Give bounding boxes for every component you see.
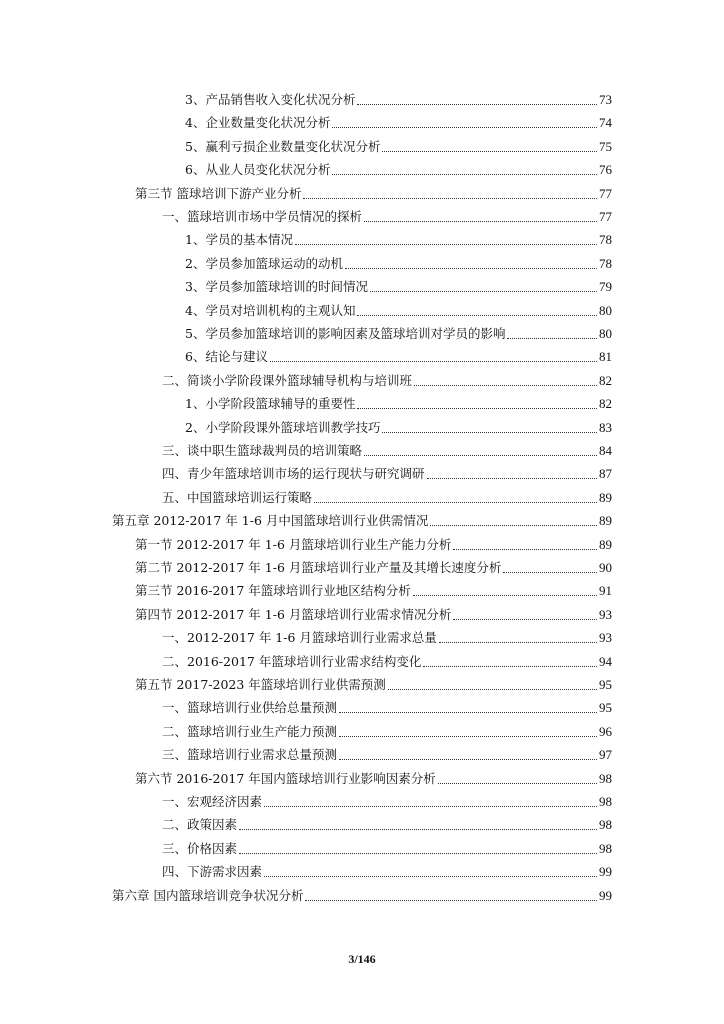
toc-dot-leader	[414, 385, 597, 386]
toc-dot-leader	[332, 127, 597, 128]
toc-entry-page-number: 78	[599, 232, 612, 248]
toc-entry-page-number: 77	[599, 209, 612, 224]
toc-entry[interactable]	[162, 858, 612, 880]
toc-entry-title: 4、学员对培训机构的主观认知	[185, 302, 356, 318]
toc-dot-leader	[382, 151, 597, 152]
toc-entry[interactable]	[162, 741, 612, 763]
toc-entry-title: 第二节 2012-2017 年 1-6 月篮球培训行业产量及其增长速度分析	[135, 560, 502, 575]
toc-entry[interactable]	[135, 671, 612, 693]
toc-entry[interactable]	[135, 577, 612, 599]
toc-dot-leader	[239, 853, 597, 854]
toc-entry[interactable]	[185, 156, 612, 178]
toc-entry-title: 第四节 2012-2017 年 1-6 月篮球培训行业需求情况分析	[135, 606, 452, 622]
toc-dot-leader	[305, 900, 597, 901]
toc-dot-leader	[339, 759, 597, 760]
toc-entry[interactable]	[162, 835, 612, 857]
toc-entry-page-number: 89	[599, 513, 612, 529]
toc-dot-leader	[370, 291, 597, 292]
toc-dot-leader	[439, 642, 597, 643]
toc-entry-title: 一、篮球培训市场中学员情况的探析	[162, 209, 363, 224]
toc-dot-leader	[388, 689, 597, 690]
toc-entry-page-number: 75	[599, 138, 612, 154]
toc-entry-page-number: 94	[599, 653, 612, 669]
toc-dot-leader	[345, 268, 597, 269]
toc-dot-leader	[264, 876, 597, 877]
toc-entry-page-number: 95	[599, 700, 612, 716]
toc-dot-leader	[382, 432, 597, 433]
toc-dot-leader	[423, 666, 597, 667]
toc-dot-leader	[507, 338, 597, 339]
toc-entry-page-number: 95	[599, 677, 612, 692]
toc-dot-leader	[453, 549, 597, 550]
toc-entry-title: 2、小学阶段课外篮球培训教学技巧	[185, 419, 381, 435]
toc-entry-title: 6、结论与建议	[185, 349, 268, 365]
toc-entry-title: 2、学员参加篮球运动的动机	[185, 255, 343, 271]
toc-entry-title: 第五章 2012-2017 年 1-6 月中国篮球培训行业供需情况	[112, 513, 429, 529]
toc-entry-page-number: 99	[599, 887, 612, 903]
toc-dot-leader	[239, 829, 597, 830]
toc-entry[interactable]	[185, 226, 612, 248]
toc-entry-page-number: 98	[599, 770, 612, 786]
toc-entry-title: 一、宏观经济因素	[162, 794, 263, 809]
toc-entry[interactable]	[185, 390, 612, 412]
toc-entry[interactable]	[162, 694, 612, 716]
toc-entry-title: 二、2016-2017 年篮球培训行业需求结构变化	[162, 653, 422, 669]
toc-entry-title: 1、小学阶段篮球辅导的重要性	[185, 396, 356, 412]
toc-entry[interactable]	[135, 601, 612, 623]
toc-entry[interactable]	[162, 484, 612, 506]
toc-dot-leader	[427, 478, 597, 479]
toc-entry[interactable]	[185, 250, 612, 272]
toc-entry-title: 二、简谈小学阶段课外篮球辅导机构与培训班	[162, 372, 413, 388]
toc-entry-title: 第六节 2016-2017 年国内篮球培训行业影响因素分析	[135, 770, 436, 786]
toc-entry-title: 3、学员参加篮球培训的时间情况	[185, 279, 368, 295]
toc-dot-leader	[303, 198, 597, 199]
toc-entry-title: 一、篮球培训行业供给总量预测	[162, 700, 338, 716]
toc-dot-leader	[357, 315, 597, 316]
toc-dot-leader	[413, 595, 597, 596]
toc-entry-page-number: 93	[599, 606, 612, 622]
toc-dot-leader	[332, 174, 597, 175]
toc-entry-page-number: 82	[599, 372, 612, 388]
toc-entry-title: 五、中国篮球培训运行策略	[162, 489, 313, 505]
toc-entry-page-number: 78	[599, 255, 612, 271]
toc-entry-page-number: 91	[599, 583, 612, 599]
toc-entry[interactable]	[185, 343, 612, 365]
toc-entry-page-number: 74	[599, 115, 612, 131]
toc-entry-page-number: 99	[599, 864, 612, 880]
toc-entry[interactable]	[135, 531, 612, 553]
toc-entry-page-number: 96	[599, 723, 612, 739]
toc-entry[interactable]	[162, 203, 612, 225]
toc-entry-page-number: 89	[599, 489, 612, 505]
toc-entry-title: 3、产品销售收入变化状况分析	[185, 92, 356, 107]
toc-entry-title: 5、赢利亏损企业数量变化状况分析	[185, 138, 381, 154]
toc-entry[interactable]	[162, 367, 612, 389]
toc-dot-leader	[357, 104, 597, 105]
toc-dot-leader	[339, 736, 597, 737]
toc-entry[interactable]	[112, 882, 612, 904]
toc-entry-page-number: 77	[599, 185, 612, 201]
toc-dot-leader	[357, 408, 597, 409]
toc-entry[interactable]	[185, 320, 612, 342]
toc-entry-page-number: 79	[599, 279, 612, 295]
toc-entry[interactable]	[112, 507, 612, 529]
toc-entry[interactable]	[135, 180, 612, 202]
toc-entry-title: 5、学员参加篮球培训的影响因素及篮球培训对学员的影响	[185, 326, 506, 341]
toc-entry-title: 1、学员的基本情况	[185, 232, 293, 248]
toc-entry[interactable]	[185, 86, 612, 108]
toc-entry[interactable]	[185, 414, 612, 436]
toc-entry[interactable]	[162, 437, 612, 459]
toc-dot-leader	[270, 361, 597, 362]
toc-entry-page-number: 97	[599, 747, 612, 763]
toc-entry-page-number: 83	[599, 419, 612, 435]
page-number: 3/146	[348, 952, 376, 966]
toc-entry-title: 一、2012-2017 年 1-6 月篮球培训行业需求总量	[162, 630, 437, 646]
toc-entry[interactable]	[162, 624, 612, 646]
toc-entry[interactable]	[162, 811, 612, 833]
toc-dot-leader	[264, 806, 597, 807]
toc-dot-leader	[430, 525, 597, 526]
toc-entry-page-number: 80	[599, 326, 612, 341]
toc-entry-title: 二、政策因素	[162, 817, 238, 833]
toc-entry-title: 二、篮球培训行业生产能力预测	[162, 723, 338, 739]
toc-dot-leader	[364, 455, 597, 456]
toc-entry-title: 6、从业人员变化状况分析	[185, 162, 331, 178]
toc-entry[interactable]	[162, 718, 612, 740]
toc-dot-leader	[364, 221, 597, 222]
toc-entry-title: 三、篮球培训行业需求总量预测	[162, 747, 338, 763]
toc-entry-page-number: 76	[599, 162, 612, 178]
toc-dot-leader	[438, 783, 597, 784]
toc-entry-page-number: 98	[599, 840, 612, 856]
toc-entry-title: 第三节 2016-2017 年篮球培训行业地区结构分析	[135, 583, 411, 599]
toc-entry[interactable]	[162, 648, 612, 670]
toc-entry[interactable]	[135, 554, 612, 576]
toc-entry-page-number: 80	[599, 302, 612, 318]
toc-entry-page-number: 98	[599, 794, 612, 809]
toc-entry[interactable]	[185, 273, 612, 295]
toc-entry-title: 第五节 2017-2023 年篮球培训行业供需预测	[135, 677, 386, 692]
toc-entry-page-number: 81	[599, 349, 612, 365]
toc-entry[interactable]	[185, 133, 612, 155]
toc-entry-title: 四、下游需求因素	[162, 864, 263, 880]
toc-entry-title: 第三节 篮球培训下游产业分析	[135, 185, 302, 201]
toc-dot-leader	[314, 502, 597, 503]
toc-entry-page-number: 82	[599, 396, 612, 412]
toc-entry[interactable]	[135, 765, 612, 787]
toc-entry-title: 三、价格因素	[162, 840, 238, 856]
toc-entry[interactable]	[185, 297, 612, 319]
toc-entry[interactable]	[185, 109, 612, 131]
toc-entry-page-number: 73	[599, 92, 612, 107]
toc-entry-page-number: 93	[599, 630, 612, 646]
toc-entry-page-number: 84	[599, 443, 612, 458]
toc-entry-page-number: 89	[599, 536, 612, 552]
toc-dot-leader	[339, 712, 597, 713]
toc-entry[interactable]	[162, 460, 612, 482]
toc-dot-leader	[453, 619, 597, 620]
toc-entry-page-number: 98	[599, 817, 612, 833]
toc-entry-title: 四、青少年篮球培训市场的运行现状与研究调研	[162, 466, 425, 482]
toc-dot-leader	[503, 572, 597, 573]
toc-entry-title: 三、谈中职生篮球裁判员的培训策略	[162, 443, 363, 458]
toc-entry[interactable]	[162, 788, 612, 810]
toc-entry-page-number: 90	[599, 560, 612, 575]
toc-dot-leader	[295, 244, 597, 245]
toc-entry-title: 第一节 2012-2017 年 1-6 月篮球培训行业生产能力分析	[135, 536, 452, 552]
toc-entry-title: 4、企业数量变化状况分析	[185, 115, 331, 131]
toc-entry-title: 第六章 国内篮球培训竞争状况分析	[112, 887, 304, 903]
toc-entry-page-number: 87	[599, 466, 612, 482]
